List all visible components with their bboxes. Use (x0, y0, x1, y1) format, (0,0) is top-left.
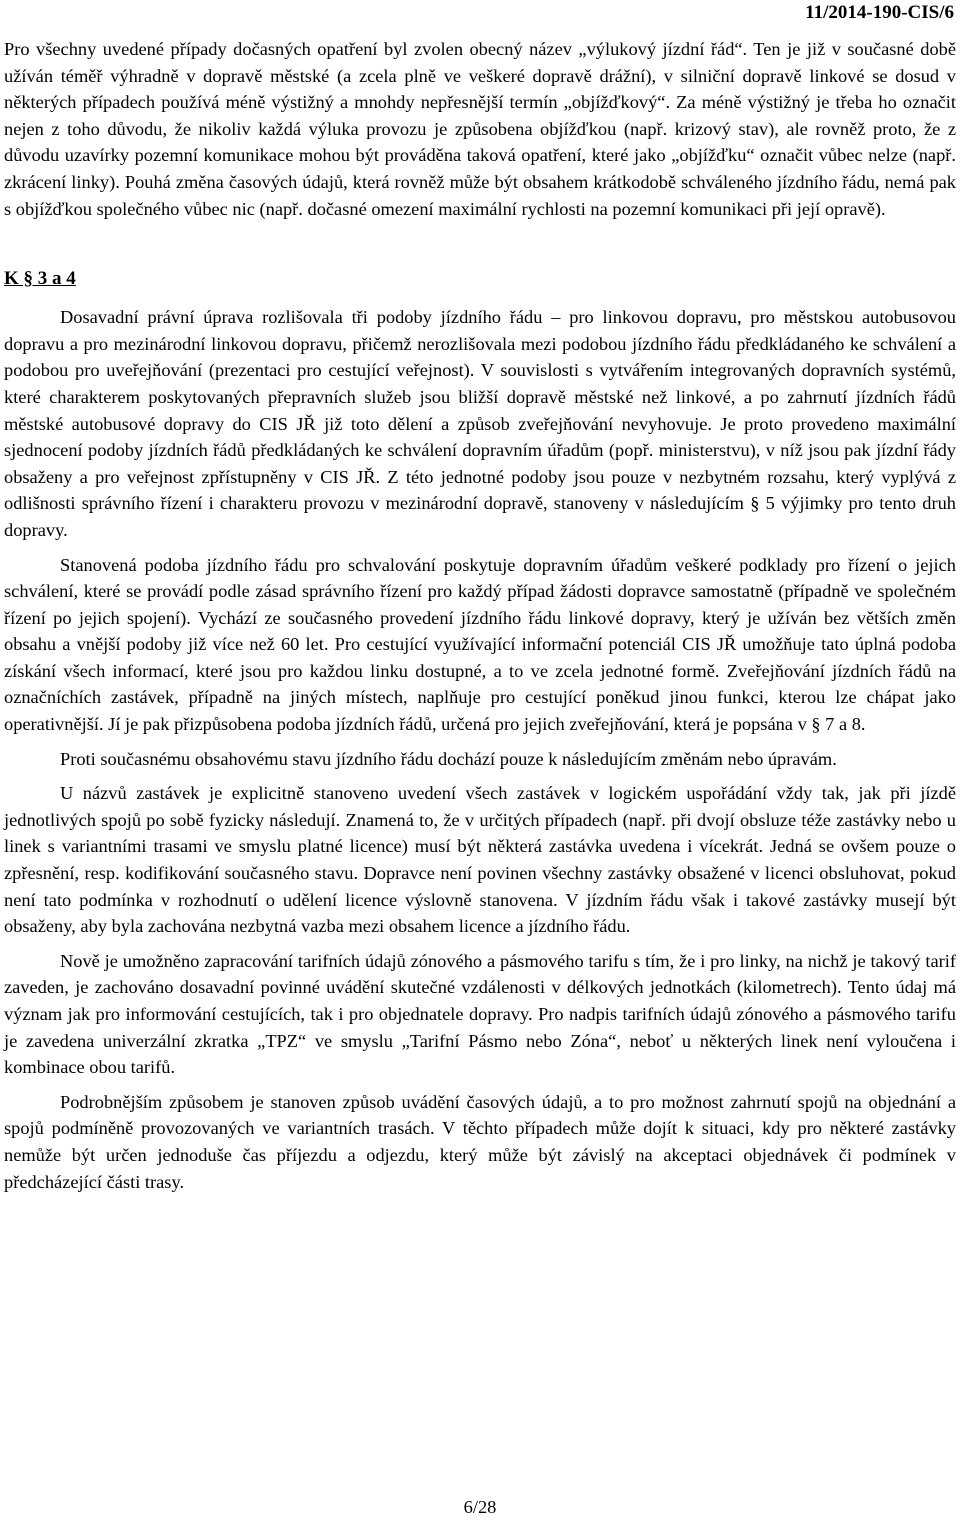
section-heading: K § 3 a 4 (4, 268, 76, 290)
document-id: 11/2014-190-CIS/6 (805, 2, 954, 23)
intro-paragraph: Pro všechny uvedené případy dočasných opatření byl zvolen obecný název „výlukový jízdní řád“. Ten je již v současné době užíván téměř výhradně v dopravě městské (a zcela plně ve veškeré dopravě drážní), v silniční dopravě linkové se dosud v některých případech používá méně výstižný a mnohdy nepřesnější termín „objížďkový“. Za méně výstižný je třeba ho označit nejen z toho důvodu, že nikoliv každá výluka provozu je způsobena objížďkou (např. krizový stav), ale rovněž proto, že z důvodu uzavírky pozemní komunikace mohou být prováděna taková opatření, které jako „objížďku“ označit vůbec nelze (např. zkrácení linky). Pouhá změna časových údajů, která rovněž může být obsahem krátkodobě schváleného jízdního řádu, nemá pak s objížďkou společného vůbec nic (např. dočasné omezení maximální rychlosti na pozemní komunikaci při její opravě). (4, 39, 956, 219)
paragraph-2: Stanovená podoba jízdního řádu pro schvalování poskytuje dopravním úřadům veškeré podklady pro řízení o jejich schválení, které se provádí podle zásad správního řízení pro každý případ žádosti dopravce samostatně (případně ve společném řízení po jejich spojení). Vychází ze současného provedení jízdního řádu linkové dopravy, který je užíván bez větších změn obsahu a vnější podoby již více než 60 let. Pro cestující využívající informační potenciál CIS JŘ umožňuje tato úplná podoba získání všech informací, které jsou pro každou linku dostupné, a to ve zcela jednotné formě. Zveřejňování jízdních řádů na označníchích zastávek, případně na jiných místech, naplňuje pro cestující poněkud jinou funkci, kterou lze chápat jako operativnější. Jí je pak přizpůsobena podoba jízdních řádů, určená pro jejich zveřejňování, která je popsána v § 7 a 8. (4, 554, 956, 735)
paragraph-3: Proti současnému obsahovému stavu jízdního řádu dochází pouze k následujícím změnám nebo úpravám. (60, 748, 837, 769)
page-body (4, 36, 956, 1195)
paragraph-5: Nově je umožněno zapracování tarifních údajů zónového a pásmového tarifu s tím, že i pro linky, na nichž je takový tarif zaveden, je zachováno dosavadní povinné uvádění skutečné vzdálenosti v délkových jednotkách (kilometrech). Tento údaj má význam jak pro informování cestujících, tak i pro objednatele dopravy. Pro nadpis tarifních údajů zónového a pásmového tarifu je zavedena univerzální zkratka „TPZ“ ve smyslu „Tarifní Pásmo nebo Zóna“, neboť u některých linek není vyloučena i kombinace obou tarifů. (4, 950, 956, 1078)
page-number: 6/28 (463, 1497, 497, 1517)
paragraph-4: U názvů zastávek je explicitně stanoveno uvedení všech zastávek v logickém uspořádání vždy tak, jak při jízdě jednotlivých spojů po sobě fyzicky následují. Znamená to, že v určitých případech (např. při dvojí obsluze téže zastávky nebo u linek s variantními trasami ve smyslu platné licence) musí být některá zastávka uvedena i vícekrát. Jedná se ovšem pouze o zpřesnění, resp. kodifikování současného stavu. Dopravce není povinen všechny zastávky obsažené v licenci obsluhovat, pokud není tato podmínka v rozhodnutí o udělení licence výslovně stanovena. V jízdním řádu však i takové zastávky musejí být obsaženy, aby byla zachována nezbytná vazba mezi obsahem licence a jízdního řádu. (4, 783, 956, 937)
paragraph-6: Podrobnějším způsobem je stanoven způsob uvádění časových údajů, a to pro možnost zahrnutí spojů na objednání a spojů podmíněně provozovaných ve variantních trasách. V těchto případech může dojít k situaci, kdy pro některé zastávky nemůže být určen jednoduše čas příjezdu a odjezdu, který může být závislý na akceptaci objednávek či podmínek v předcházející části trasy. (4, 1091, 956, 1192)
paragraph-1: Dosavadní právní úprava rozlišovala tři podoby jízdního řádu – pro linkovou dopravu, pro městskou autobusovou dopravu a pro mezinárodní linkovou dopravu, přičemž nerozlišovala mezi podobou jízdního řádu předkládaného ke schválení a podobou pro uveřejňování (prezentaci pro cestující veřejnost). V souvislosti s vytvářením integrovaných dopravních systémů, které charakterem poskytovaných přepravních služeb jsou bližší dopravě městské než linkové, a po zahrnutí jízdních řádů městské autobusové dopravy do CIS JŘ již toto dělení a způsob zveřejňování nevyhovuje. Je proto provedeno maximální sjednocení podoby jízdních řádů předkládaných ke schválení dopravním úřadům (popř. ministerstvu), v níž jsou pak jízdní řády obsaženy a pro veřejnost zpřístupněny v CIS JŘ. Z této jednotné podoby jsou pouze v nezbytném rozsahu, který vyplývá z odlišnosti správního řízení i charakteru provozu v mezinárodní dopravě, stanoveny v následujícím § 5 výjimky pro tento druh dopravy. (4, 307, 956, 540)
